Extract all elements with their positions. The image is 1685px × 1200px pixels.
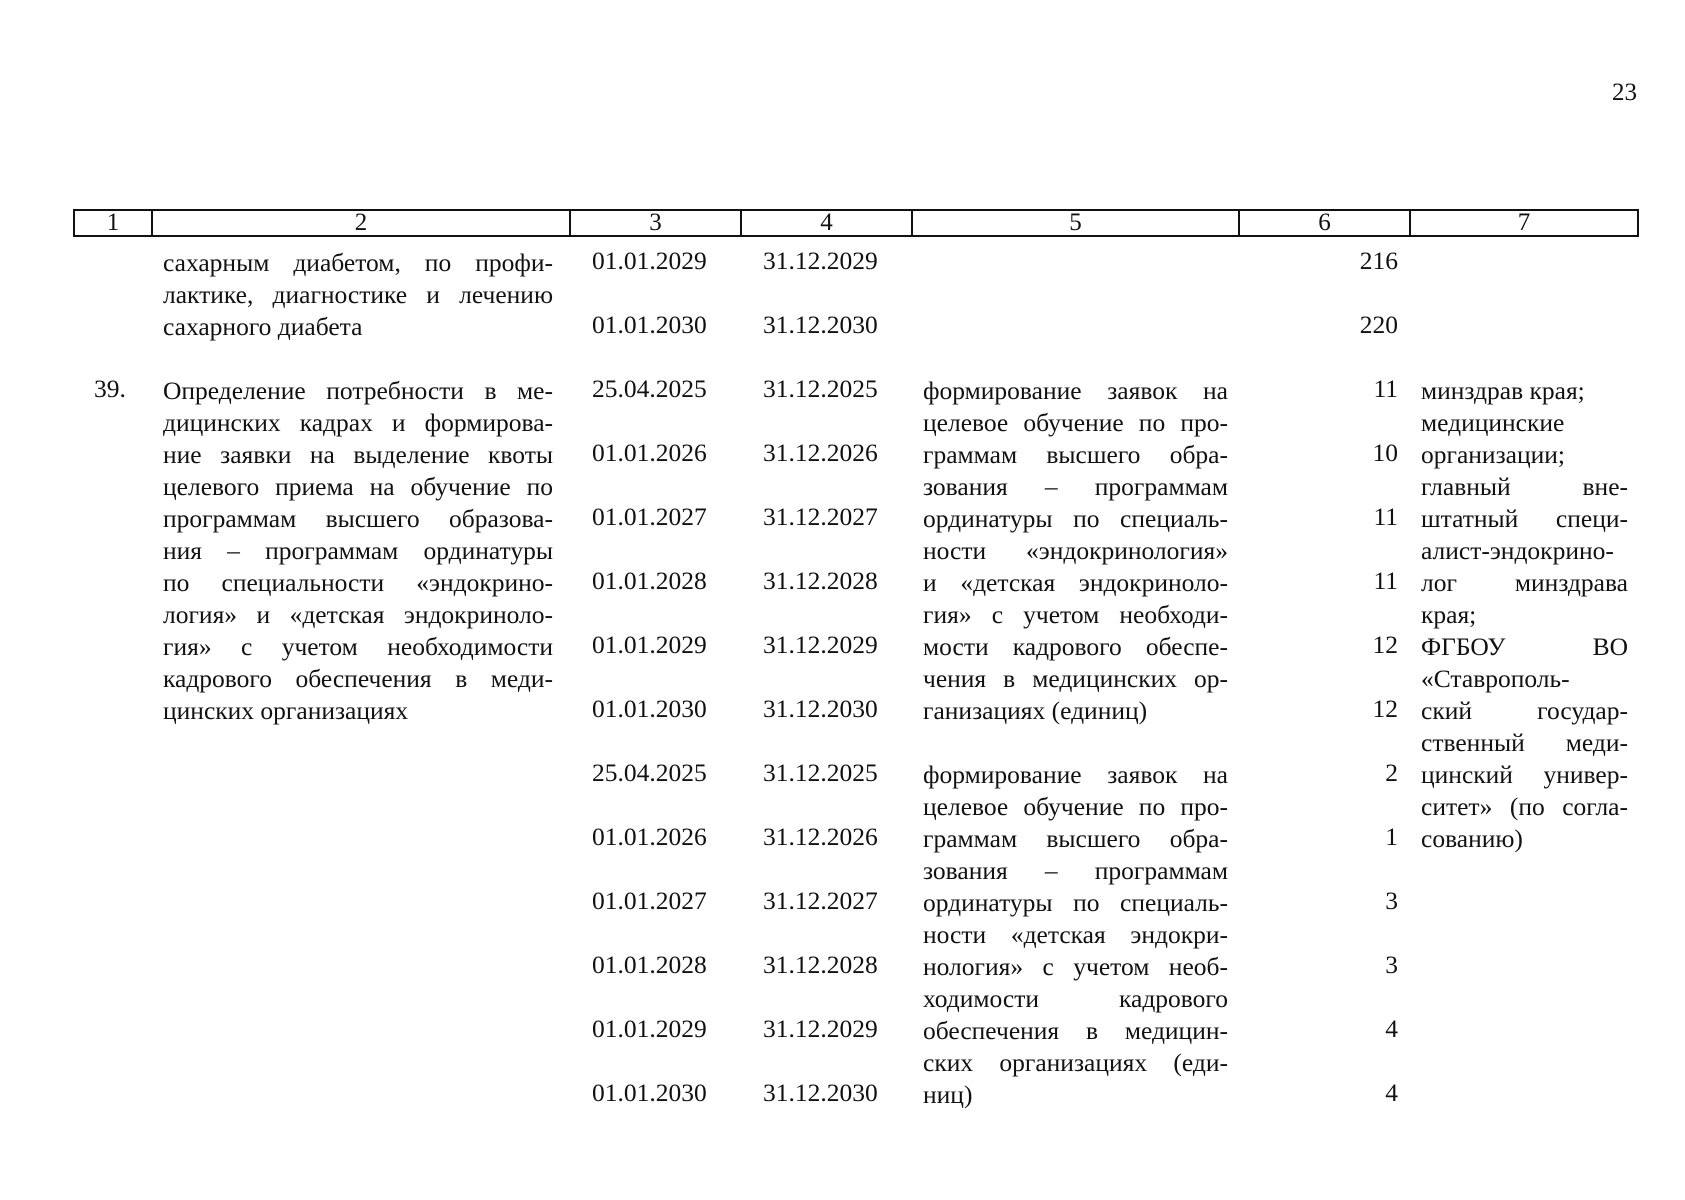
page-number: 23 <box>1612 79 1637 106</box>
ind2-row-3-value: 3 <box>1385 886 1398 915</box>
cont-row-1-value: 216 <box>1359 246 1398 275</box>
ind2-row-6-start: 01.01.2030 <box>592 1078 707 1107</box>
ind2-row-1-start: 25.04.2025 <box>592 758 707 787</box>
ind2-row-5-end: 31.12.2029 <box>763 1014 878 1043</box>
ind2-row-6-end: 31.12.2030 <box>763 1078 878 1107</box>
ind2-row-2-end: 31.12.2026 <box>763 822 878 851</box>
ind2-row-5-start: 01.01.2029 <box>592 1014 707 1043</box>
header-col-1: 1 <box>74 210 152 236</box>
ind1-row-4-end: 31.12.2028 <box>763 566 878 595</box>
ind1-row-2-start: 01.01.2026 <box>592 438 707 467</box>
ind1-row-2-end: 31.12.2026 <box>763 438 878 467</box>
measure-description: Определение потребности в ме- дицинских кадрах и формирова- ние заявки на выделение квоты целевого приема на обучение по программам высшего образова- ния – программам ординатуры по специальности «эндокрино- логия» и «детская эндокриноло- гия» с учетом необходимости кадрового обеспечения в меди- цинских организациях <box>163 376 553 725</box>
cont-row-1-end: 31.12.2029 <box>763 246 878 275</box>
ind1-row-3-start: 01.01.2027 <box>592 502 707 531</box>
ind2-row-1-value: 2 <box>1385 758 1398 787</box>
ind2-row-6-value: 4 <box>1385 1078 1398 1107</box>
ind2-row-5-value: 4 <box>1385 1014 1398 1043</box>
ind1-row-4-start: 01.01.2028 <box>592 566 707 595</box>
table-header <box>73 209 1639 237</box>
ind1-row-3-end: 31.12.2027 <box>763 502 878 531</box>
cont-row-2-value: 220 <box>1359 310 1398 339</box>
cont-row-2-start: 01.01.2030 <box>592 310 707 339</box>
ind2-row-2-start: 01.01.2026 <box>592 822 707 851</box>
responsible-executors: минздрав края; медицинские организации; главный вне- штатный специ- алист-эндокрино- лог минздрава края; ФГБОУ ВО «Ставрополь- ский государ- ственный меди- цинский универ- ситет» (по согла- сованию) <box>1421 376 1628 853</box>
ind2-row-4-start: 01.01.2028 <box>592 950 707 979</box>
item-number: 39. <box>94 374 126 403</box>
ind1-row-2-value: 10 <box>1372 438 1398 467</box>
header-col-4: 4 <box>741 210 912 236</box>
ind2-row-1-end: 31.12.2025 <box>763 758 878 787</box>
header-col-2: 2 <box>152 210 570 236</box>
ind2-row-4-end: 31.12.2028 <box>763 950 878 979</box>
continued-measure-text: сахарным диабетом, по профи- лактике, диагностике и лечению сахарного диабета <box>163 248 553 341</box>
ind1-row-5-end: 31.12.2029 <box>763 630 878 659</box>
indicator-1-text: формирование заявок на целевое обучение по про- граммам высшего обра- зования – программам ординатуры по специаль- ности «эндокринология» и «детская эндокриноло- гия» с учетом необходи- мости кадрового обеспе- чения в медицинских ор- ганизациях (единиц) <box>923 376 1228 725</box>
ind2-row-2-value: 1 <box>1385 822 1398 851</box>
header-col-5: 5 <box>912 210 1239 236</box>
ind2-row-3-start: 01.01.2027 <box>592 886 707 915</box>
ind1-row-1-value: 11 <box>1373 374 1398 403</box>
ind1-row-3-value: 11 <box>1373 502 1398 531</box>
cont-row-2-end: 31.12.2030 <box>763 310 878 339</box>
header-col-7: 7 <box>1410 210 1638 236</box>
ind1-row-1-end: 31.12.2025 <box>763 374 878 403</box>
ind2-row-3-end: 31.12.2027 <box>763 886 878 915</box>
ind2-row-4-value: 3 <box>1385 950 1398 979</box>
cont-row-1-start: 01.01.2029 <box>592 246 707 275</box>
ind1-row-5-start: 01.01.2029 <box>592 630 707 659</box>
ind1-row-1-start: 25.04.2025 <box>592 374 707 403</box>
header-col-3: 3 <box>570 210 741 236</box>
ind1-row-6-value: 12 <box>1372 694 1398 723</box>
indicator-2-text: формирование заявок на целевое обучение по про- граммам высшего обра- зования – программам ординатуры по специаль- ности «детская эндокри- нология» с учетом необ- ходимости кадрового обеспечения в медицин- ских организациях (еди- ниц) <box>923 760 1228 1109</box>
ind1-row-6-start: 01.01.2030 <box>592 694 707 723</box>
ind1-row-4-value: 11 <box>1373 566 1398 595</box>
ind1-row-6-end: 31.12.2030 <box>763 694 878 723</box>
ind1-row-5-value: 12 <box>1372 630 1398 659</box>
header-col-6: 6 <box>1239 210 1410 236</box>
